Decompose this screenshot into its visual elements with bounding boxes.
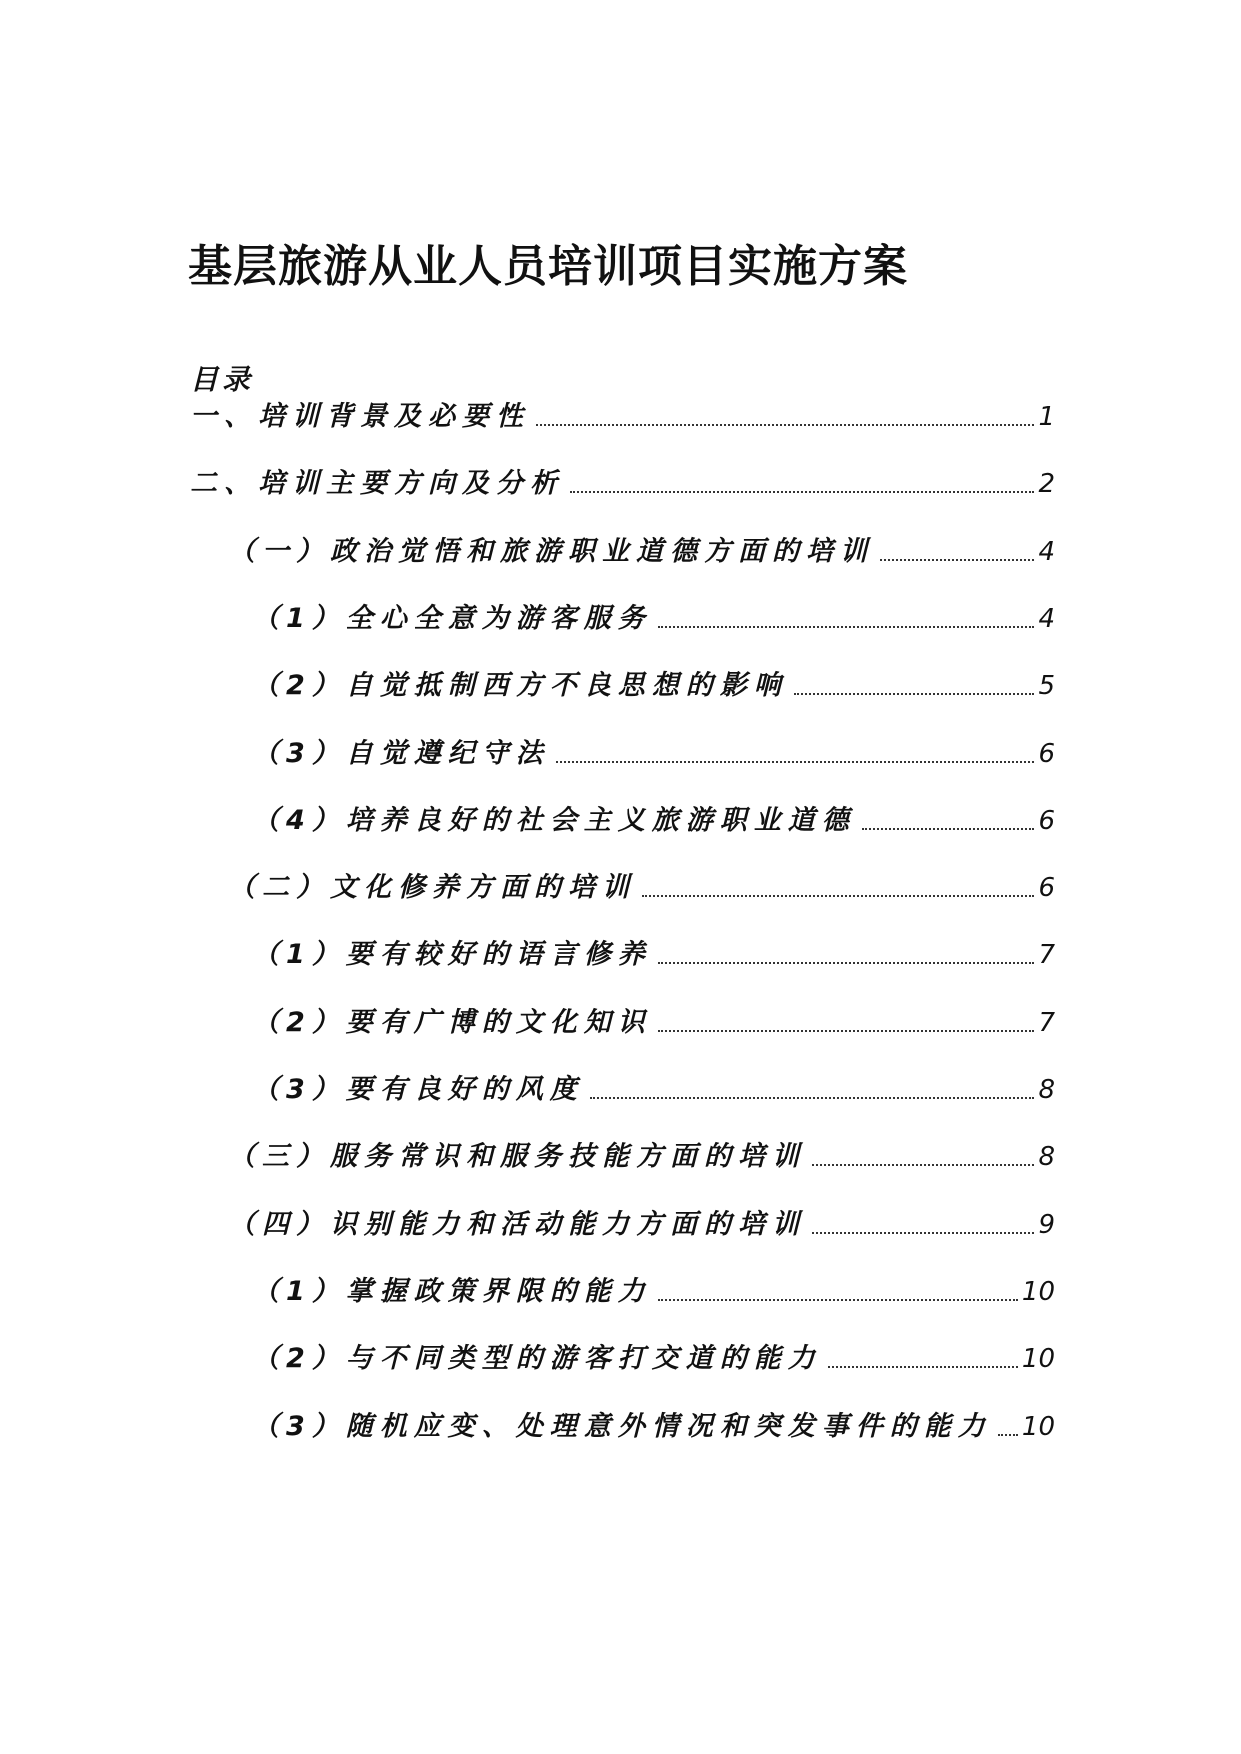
toc-page-number: 4 [1038,604,1055,634]
toc-entry[interactable] [252,596,1055,636]
toc-entry-label: （4）培养良好的社会主义旅游职业道德 [252,805,856,836]
toc-page-number: 7 [1038,940,1055,970]
toc-entry-label: （2）与不同类型的游客打交道的能力 [252,1343,822,1374]
toc-dot-leader [658,1030,1035,1032]
toc-heading: 目录 [190,363,255,396]
toc-entry[interactable] [190,394,1055,434]
toc-dot-leader [590,1097,1035,1099]
toc-entry-label: （3）要有良好的风度 [252,1074,584,1105]
toc-entry-label: （2）自觉抵制西方不良思想的影响 [252,670,788,701]
toc-dot-leader [658,962,1035,964]
toc-page-number: 5 [1038,671,1055,701]
toc-page-number: 10 [1021,1344,1055,1374]
toc-entry[interactable] [228,1134,1055,1174]
toc-dot-leader [570,491,1034,493]
toc-entry-label: 一、培训背景及必要性 [190,401,530,432]
toc-dot-leader [812,1164,1034,1166]
toc-dot-leader [536,424,1034,426]
document-title: 基层旅游从业人员培训项目实施方案 [188,241,908,292]
toc-entry[interactable] [228,1202,1055,1242]
toc-entry[interactable] [252,1067,1055,1107]
toc-entry[interactable] [190,461,1055,501]
toc-entry-label: （二）文化修养方面的培训 [228,872,636,903]
toc-entry-label: （1）要有较好的语言修养 [252,939,652,970]
toc-entry[interactable] [252,798,1055,838]
toc-page-number: 1 [1038,402,1055,432]
toc-entry-label: （3）自觉遵纪守法 [252,738,550,769]
toc-entry[interactable] [228,529,1055,569]
toc-page-number: 8 [1038,1142,1055,1172]
toc-page-number: 9 [1038,1210,1055,1240]
toc-dot-leader [812,1232,1034,1234]
toc-entry-label: （一）政治觉悟和旅游职业道德方面的培训 [228,536,874,567]
toc-dot-leader [642,895,1034,897]
toc-page-number: 6 [1038,739,1055,769]
toc-page-number: 7 [1038,1008,1055,1038]
toc-entry[interactable] [252,932,1055,972]
toc-entry[interactable] [252,1336,1055,1376]
toc-page-number: 8 [1038,1075,1055,1105]
toc-dot-leader [794,693,1035,695]
toc-entry[interactable] [252,663,1055,703]
toc-page-number: 6 [1038,806,1055,836]
toc-entry-label: （1）掌握政策界限的能力 [252,1276,652,1307]
toc-entry[interactable] [228,865,1055,905]
toc-entry-label: （四）识别能力和活动能力方面的培训 [228,1209,806,1240]
toc-dot-leader [880,559,1034,561]
toc-page-number: 4 [1038,537,1055,567]
toc-page-number: 10 [1021,1412,1055,1442]
toc-entry[interactable] [252,1269,1055,1309]
toc-entry-label: 二、培训主要方向及分析 [190,468,564,499]
toc-page-number: 2 [1038,469,1055,499]
toc-entry[interactable] [252,1404,1055,1444]
toc-page-number: 10 [1021,1277,1055,1307]
toc-entry-label: （2）要有广博的文化知识 [252,1007,652,1038]
toc-page-number: 6 [1038,873,1055,903]
toc-dot-leader [828,1366,1018,1368]
toc-dot-leader [658,1299,1018,1301]
toc-dot-leader [862,828,1035,830]
toc-entry-label: （3）随机应变、处理意外情况和突发事件的能力 [252,1411,992,1442]
toc-entry[interactable] [252,1000,1055,1040]
toc-dot-leader [998,1434,1018,1436]
toc-entry-label: （三）服务常识和服务技能方面的培训 [228,1141,806,1172]
toc-dot-leader [556,761,1035,763]
toc-entry[interactable] [252,731,1055,771]
toc-entry-label: （1）全心全意为游客服务 [252,603,652,634]
toc-dot-leader [658,626,1035,628]
